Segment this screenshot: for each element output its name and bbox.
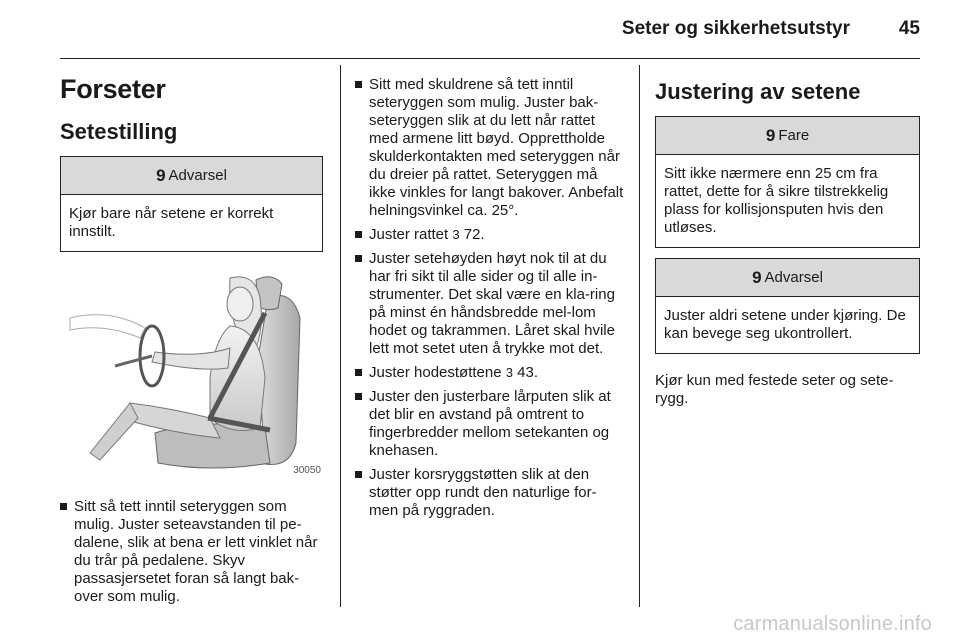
page-number: 45 <box>898 18 920 39</box>
warning-box <box>60 156 323 252</box>
list-item: Sitt så tett inntil seteryggen som mulig. Juster seteavstanden til pe-dalene, slik at bena er lett vinklet når du trår på pedalene. Skyv passasjersetet foran så langt bak-over som mulig. <box>60 498 323 606</box>
list-item: Juster hodestøttene 3 43. <box>355 364 625 382</box>
subsection-heading: Setestilling <box>60 119 178 144</box>
running-header-title: Seter og sikkerhetsutstyr <box>621 18 850 39</box>
page-reference[interactable]: 43. <box>517 364 539 381</box>
driver-seated-figure <box>60 268 323 480</box>
page-reference-icon: 3 <box>452 227 460 242</box>
danger-box-title: Fare <box>778 127 810 144</box>
column-divider-2 <box>639 65 640 607</box>
warning-box-title: Advarsel <box>764 269 823 286</box>
warning-box-header <box>656 259 919 297</box>
danger-box-text: Sitt ikke nærmere enn 25 cm fra rattet, dette for å sikre tilstrekkelig plass for kollisjonsputen hvis den utløses. <box>664 165 889 236</box>
warning-box-text: Juster aldri setene under kjøring. De kan bevege seg ukontrollert. <box>664 307 906 342</box>
section-heading: Justering av setene <box>655 79 861 104</box>
body-paragraph: Kjør kun med festede seter og sete-rygg. <box>655 372 894 407</box>
bullet-list <box>60 498 323 606</box>
bullet-list <box>355 76 625 520</box>
list-item: Sitt med skuldrene så tett inntil seteryggen som mulig. Juster bak-seteryggen slik at du lett når rattet med armene litt bøyd. Opprettholde skulderkontakten med seteryggen når du dreier på rattet. Seteryggen må ikke vinkles for langt bakover. Anbefalt helningsvinkel ca. 25°. <box>355 76 625 220</box>
column-2 <box>355 72 625 526</box>
seat-position-illustration <box>60 268 323 480</box>
warning-triangle-icon: 9 <box>156 165 166 185</box>
list-item: Juster rattet 3 72. <box>355 226 625 244</box>
header-rule <box>60 58 920 59</box>
warning-box-title: Advarsel <box>168 167 227 184</box>
warning-box <box>655 258 920 354</box>
page-reference[interactable]: 72. <box>463 226 485 243</box>
column-3 <box>655 72 920 408</box>
warning-box-header <box>61 157 322 195</box>
figure-number: 30050 <box>293 465 321 476</box>
list-item: Juster korsryggstøtten slik at den støtter opp rundt den naturlige for-men på ryggraden. <box>355 466 625 520</box>
warning-triangle-icon: 9 <box>752 267 762 287</box>
danger-box <box>655 116 920 248</box>
list-item: Juster den justerbare lårputen slik at det blir en avstand på omtrent to fingerbredder mellom setekanten og knehasen. <box>355 388 625 460</box>
page-reference-icon: 3 <box>505 365 513 380</box>
column-1 <box>60 72 323 612</box>
column-divider-1 <box>340 65 341 607</box>
section-heading: Forseter <box>60 74 166 104</box>
warning-triangle-icon: 9 <box>765 125 776 145</box>
warning-box-text: Kjør bare når setene er korrekt innstilt. <box>69 205 274 240</box>
watermark: carmanualsonline.info <box>733 613 932 635</box>
danger-box-header <box>656 117 919 155</box>
list-item: Juster setehøyden høyt nok til at du har fri sikt til alle sider og til alle in-strumenter. Det skal være en kla-ring på minst én håndsbredde mel-lom hodet og takrammen. Låret skal hvile lett mot setet uten å trykke mot det. <box>355 250 625 358</box>
